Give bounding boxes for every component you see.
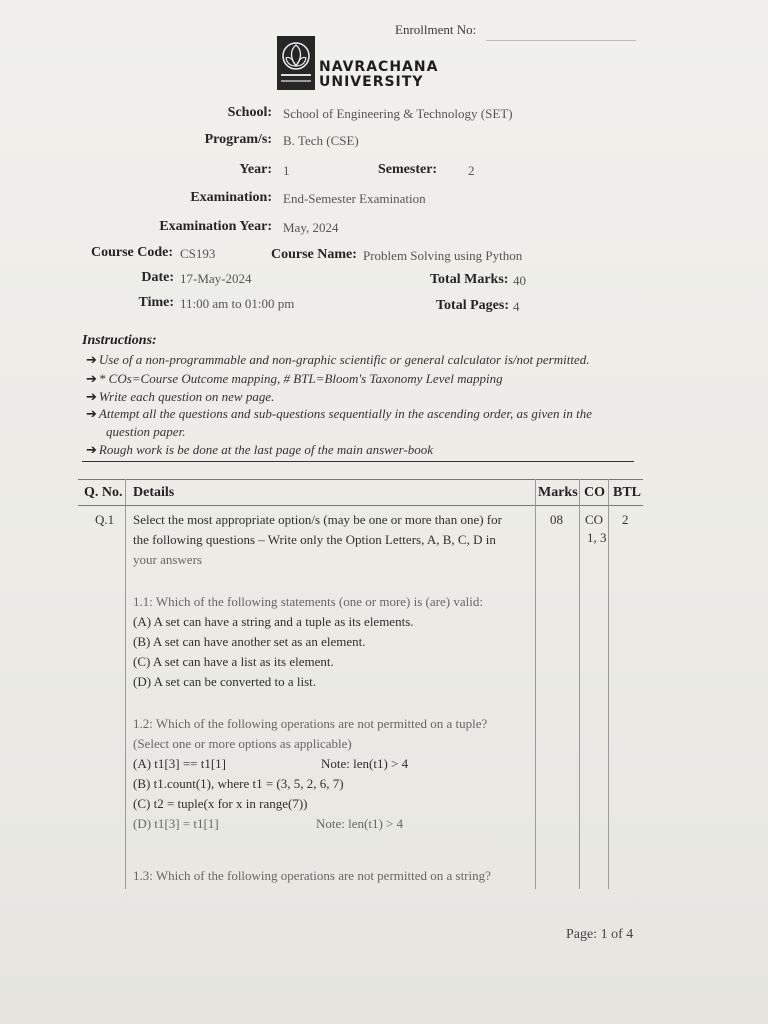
- table-column-divider: [125, 479, 126, 889]
- semester-label: Semester:: [378, 162, 438, 177]
- semester-value: 2: [468, 163, 475, 178]
- arrow-icon: ➔: [86, 390, 97, 405]
- question-co-values: 1, 3: [587, 530, 607, 545]
- total-marks-value: 40: [513, 273, 526, 288]
- sub-question-1-3: 1.3: Which of the following operations are not permitted on a string?: [133, 868, 491, 883]
- school-label: School:: [227, 105, 272, 120]
- table-header-border: [78, 505, 643, 506]
- school-value: School of Engineering & Technology (SET): [283, 106, 513, 121]
- question-intro: Select the most appropriate option/s (may be one or more than one) for the following questions – Write only the Option Letters, A, B, C, D in your answers: [133, 512, 502, 567]
- arrow-icon: ➔: [86, 372, 97, 387]
- table-column-divider: [535, 479, 536, 889]
- option: (D) A set can be converted to a list.: [133, 674, 317, 689]
- course-name-label: Course Name:: [271, 247, 357, 262]
- instruction-item: ➔ Write each question on new page.: [86, 389, 275, 405]
- instructions-title: Instructions:: [82, 333, 157, 348]
- instruction-item: ➔ Attempt all the questions and sub-questions sequentially in the ascending order, as given in the: [86, 406, 592, 422]
- page-number: Page: 1 of 4: [566, 927, 634, 942]
- total-pages-value: 4: [513, 299, 520, 314]
- examination-value: End-Semester Examination: [283, 191, 426, 206]
- total-pages-label: Total Pages:: [436, 298, 509, 313]
- arrow-icon: ➔: [86, 443, 97, 458]
- header-qno: Q. No.: [84, 485, 123, 500]
- university-logo: [277, 36, 447, 92]
- table-top-border: [78, 479, 643, 480]
- exam-year-label: Examination Year:: [159, 219, 272, 234]
- arrow-icon: ➔: [86, 353, 97, 368]
- exam-year-value: May, 2024: [283, 220, 339, 235]
- course-name-value: Problem Solving using Python: [363, 248, 523, 263]
- date-label: Date:: [141, 270, 174, 285]
- enrollment-label: Enrollment No:: [395, 22, 477, 37]
- examination-label: Examination:: [190, 190, 272, 205]
- university-name-line2: UNIVERSITY: [319, 74, 424, 90]
- course-code-label: Course Code:: [91, 245, 174, 260]
- question-btl: 2: [622, 512, 629, 527]
- header-details: Details: [133, 485, 175, 500]
- option: (A) A set can have a string and a tuple as its elements.: [133, 614, 414, 629]
- date-value: 17-May-2024: [180, 271, 252, 286]
- arrow-icon: ➔: [86, 407, 97, 422]
- option: (D) t1[3] = t1[1] Note: len(t1) > 4: [133, 816, 404, 831]
- table-column-divider: [608, 479, 609, 889]
- course-code-value: CS193: [180, 246, 216, 261]
- year-value: 1: [283, 163, 290, 178]
- option: (B) A set can have another set as an element.: [133, 634, 366, 649]
- instructions-divider: [82, 461, 634, 462]
- option: (C) t2 = tuple(x for x in range(7)): [133, 796, 308, 811]
- instruction-item: ➔ Use of a non-programmable and non-graphic scientific or general calculator is/not permitted.: [86, 352, 590, 368]
- question-marks: 08: [550, 512, 563, 527]
- year-label: Year:: [239, 162, 272, 177]
- logo-emblem-icon: [277, 36, 315, 90]
- instruction-item: ➔ * COs=Course Outcome mapping, # BTL=Bloom's Taxonomy Level mapping: [86, 371, 503, 387]
- instruction-item: ➔ Rough work is be done at the last page of the main answer-book: [86, 442, 433, 458]
- university-name-line1: NAVRACHANA: [319, 59, 439, 75]
- table-column-divider: [579, 479, 580, 889]
- option: (B) t1.count(1), where t1 = (3, 5, 2, 6, 7): [133, 776, 344, 791]
- sub-question-1-1: 1.1: Which of the following statements (one or more) is (are) valid: (A) A set can have a string and a tuple as its elements. (B) A set can have another set as an element. (C) A set can have a list as its element. (D) A set can be converted to a list.: [133, 592, 533, 692]
- question-number: Q.1: [95, 512, 115, 527]
- header-btl: BTL: [613, 485, 642, 500]
- instruction-item-continued: question paper.: [106, 424, 186, 439]
- option: (C) A set can have a list as its element.: [133, 654, 334, 669]
- sub-question-1-2: 1.2: Which of the following operations are not permitted on a tuple? (Select one or more options as applicable) (A) t1[3] == t1[1] Note: len(t1) > 4 (B) t1.count(1), where t1 = (3, 5, 2, 6, 7) (C) t2 = tuple(x for x in range(7)) (D) t1[3] = t1[1] Note: len(t1) > 4: [133, 714, 533, 834]
- enrollment-line: [486, 40, 636, 41]
- total-marks-label: Total Marks:: [430, 272, 509, 287]
- program-label: Program/s:: [204, 132, 272, 147]
- header-co: CO: [584, 485, 605, 500]
- time-value: 11:00 am to 01:00 pm: [180, 296, 295, 311]
- option: (A) t1[3] == t1[1] Note: len(t1) > 4: [133, 756, 409, 771]
- program-value: B. Tech (CSE): [283, 133, 359, 148]
- time-label: Time:: [138, 295, 174, 310]
- question-co: CO: [585, 512, 604, 527]
- header-marks: Marks: [538, 485, 578, 500]
